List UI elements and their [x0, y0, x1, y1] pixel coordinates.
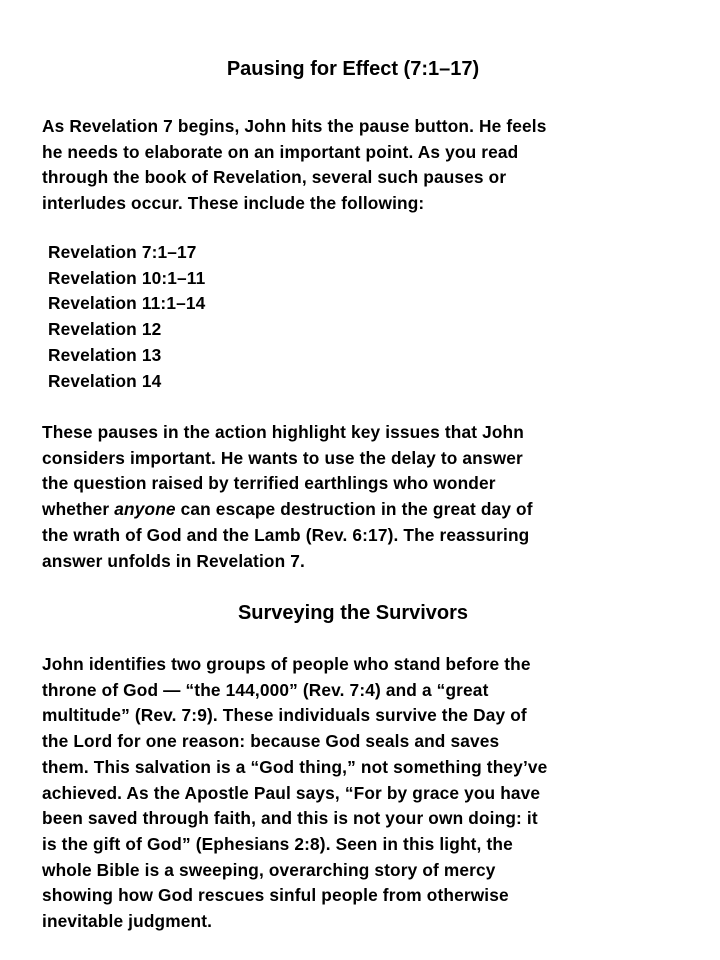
reference-item: Revelation 10:1–11	[48, 267, 206, 288]
paragraph-line: inevitable judgment.	[42, 911, 213, 932]
paragraph-line: showing how God rescues sinful people from otherwise	[42, 885, 509, 906]
paragraph-line: through the book of Revelation, several such pauses or	[42, 167, 507, 188]
survivors-paragraph	[42, 652, 547, 935]
paragraph-line: achieved. As the Apostle Paul says, “For by grace you have	[42, 782, 541, 803]
paragraph-line: the Lord for one reason: because God seals and saves	[42, 731, 500, 752]
intro-paragraph	[42, 114, 547, 217]
paragraph-line: multitude” (Rev. 7:9). These individuals survive the Day of	[42, 705, 527, 726]
paragraph-line: whole Bible is a sweeping, overarching story of mercy	[42, 859, 496, 880]
reference-item: Revelation 7:1–17	[48, 242, 197, 262]
reference-item: Revelation 14	[48, 370, 162, 391]
reference-item: Revelation 12	[48, 319, 162, 340]
paragraph-line: the wrath of God and the Lamb (Rev. 6:17). The reassuring	[42, 524, 530, 545]
paragraph-line: them. This salvation is a “God thing,” not something they’ve	[42, 756, 548, 777]
reference-item: Revelation 13	[48, 344, 162, 365]
paragraph-line: the question raised by terrified earthlings who wonder	[42, 473, 496, 494]
paragraph-line: is the gift of God” (Ephesians 2:8). Seen in this light, the	[42, 833, 513, 854]
paragraph-line: been saved through faith, and this is not your own doing: it	[42, 808, 538, 829]
text-segment: can escape destruction in the great day of	[175, 499, 533, 520]
paragraph-line: throne of God — “the 144,000” (Rev. 7:4) and a “great	[42, 679, 489, 700]
paragraph-line: answer unfolds in Revelation 7.	[42, 550, 305, 571]
emphasis-text: anyone	[114, 499, 176, 520]
conclusion-paragraph	[42, 420, 533, 574]
section-title-pausing: Pausing for Effect (7:1–17)	[226, 58, 480, 80]
reference-list	[48, 240, 205, 394]
reference-item: Revelation 11:1–14	[48, 293, 206, 314]
section-title-survivors: Surveying the Survivors	[237, 602, 469, 624]
paragraph-line: interludes occur. These include the following:	[42, 193, 425, 214]
paragraph-line	[42, 497, 533, 523]
paragraph-line: John identifies two groups of people who stand before the	[42, 654, 531, 674]
paragraph-line: he needs to elaborate on an important point. As you read	[42, 141, 519, 162]
paragraph-line: considers important. He wants to use the delay to answer	[42, 447, 523, 468]
paragraph-line: As Revelation 7 begins, John hits the pause button. He feels	[42, 116, 547, 136]
paragraph-line: These pauses in the action highlight key issues that John	[42, 422, 524, 442]
text-segment: whether	[42, 499, 115, 520]
